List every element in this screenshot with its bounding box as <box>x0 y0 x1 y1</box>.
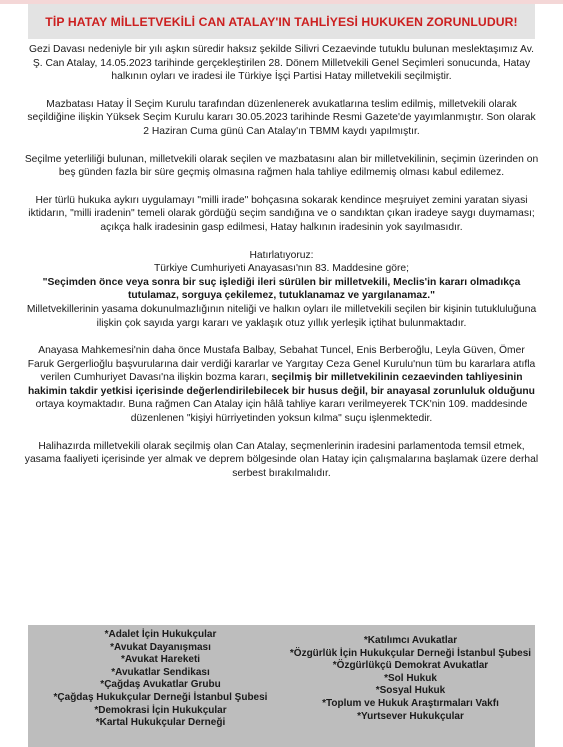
page-title: TİP HATAY MİLLETVEKİLİ CAN ATALAY'IN TAHLİYESİ HUKUKEN ZORUNLUDUR! <box>45 14 518 29</box>
reminder-block <box>24 249 539 331</box>
signatory: *Avukatlar Sendikası <box>111 666 210 678</box>
reminder-after: Milletvekillerinin yasama dokunulmazlığının niteliği ve halkın oyları ile milletvekili seçilen bir kişinin tutukluluğuna ilişkin çok sayıda yargı kararı ve yaklaşık otuz yıllık yerleşik içtihat bulunmaktadır. <box>26 303 537 329</box>
court-text-2: ortaya koymaktadır. Buna rağmen Can Atalay için hâlâ tahliye kararı verilmeyerek TCK'nin 109. maddesinde düzenlenen "kişiyi hürriyetinden yoksun kılma" suçu işlenmektedir. <box>35 399 528 425</box>
paragraph-2: Mazbatası Hatay İl Seçim Kurulu tarafından düzenlenerek avukatlarına teslim edilmiş, milletvekili olarak seçildiğine ilişkin Yüksek Seçim Kurulu kararı 30.05.2023 tarihinde Resmi Gazete'de yayımlanmıştır. Son olarak 2 Haziran Cuma günü Can Atalay'ın TBMM kaydı yapılmıştır. <box>27 98 536 137</box>
signatory: *Sosyal Hukuk <box>375 685 446 697</box>
signatory: *Toplum ve Hukuk Araştırmaları Vakfı <box>322 697 499 709</box>
signatory: *Adalet İçin Hukukçular <box>104 629 217 640</box>
signatories-left-column <box>28 629 293 730</box>
article-reference: Türkiye Cumhuriyeti Anayasası'nın 83. Maddesine göre; <box>154 263 409 275</box>
signatory: *Demokrasi İçin Hukukçular <box>94 704 227 716</box>
signatory: *Yurtsever Hukukçular <box>357 710 464 722</box>
signatory: *Katılımcı Avukatlar <box>363 635 458 646</box>
closing-paragraph: Halihazırda milletvekili olarak seçilmiş olan Can Atalay, seçmenlerinin iradesini parlamentoda temsil etmek, yasama faaliyeti içerisinde yer almak ve deprem bölgesinde olan Hatay için çalışmalarına başlamak üzere derhal serbest bırakılmalıdır. <box>24 440 539 479</box>
court-text-1: Anayasa Mahkemesi'nin daha önce Mustafa Balbay, Sebahat Tuncel, Enis Berberoğlu, Leyla Güven, Ömer Faruk Gergerlioğlu başvurularına dair verdiği kararlar ve Yargıtay Ceza Genel Kurulu'nun tüm bu kararlara atıfla verilen Cumhuriyet Davası'na ilişkin bozma kararı, <box>27 345 536 384</box>
signatory: *Özgürlükçü Demokrat Avukatlar <box>332 660 489 672</box>
title-banner <box>28 4 535 39</box>
signatory: *Avukat Dayanışması <box>110 641 211 653</box>
court-paragraph <box>24 344 539 426</box>
signatory: *Sol Hukuk <box>384 672 437 684</box>
signatory: *Kartal Hukukçular Derneği <box>95 717 226 729</box>
signatory: *Çağdaş Avukatlar Grubu <box>100 679 221 691</box>
court-text-bold: seçilmiş bir milletvekilinin cezaevinden tahliyesinin hakimin takdir yetkisi içerisinde değerlendirilebilecek bir husus değil, bir anayasal zorunluluk olduğunu <box>28 372 535 397</box>
paragraph-1: Gezi Davası nedeniyle bir yılı aşkın süredir haksız şekilde Silivri Cezaevinde tutuklu bulunan meslektaşımız Av. Ş. Can Atalay, 14.05.2023 tarihinde gerçekleştirilen 28. Dönem Milletvekili Genel Seçimleri sonucunda, Hatay halkının oyları ve iradesi ile Türkiye İşçi Partisi Hatay milletvekili seçilmiştir. <box>29 44 534 83</box>
signatories-panel <box>28 625 535 747</box>
constitution-quote: "Seçimden önce veya sonra bir suç işlediği ileri sürülen bir milletvekili, Meclis'in kararı olmadıkça tutulamaz, sorguya çekilemez, tutuklanamaz ve yargılanamaz." <box>42 276 521 302</box>
paragraph-4: Her türlü hukuka aykırı uygulamayı "milli irade" bohçasına sokarak kendince meşruiyet zemini yaratan siyasi iktidarın, "milli iradenin" temeli olarak gördüğü seçim sandığına ve o sandıktan çıkan iradeye saygı duymaması; açıkça halk iradesinin gasp edilmesi, Hatay halkının iradesinin yok sayılmasıdır. <box>28 194 535 233</box>
statement-body <box>24 43 539 494</box>
reminder-intro: Hatırlatıyoruz: <box>249 249 314 261</box>
signatories-right-column <box>286 635 535 723</box>
signatory: *Avukat Hareketi <box>120 654 201 666</box>
signatory: *Özgürlük İçin Hukukçular Derneği İstanbul Şubesi <box>289 647 532 659</box>
paragraph-3: Seçilme yeterliliği bulunan, milletvekili olarak seçilen ve mazbatasını alan bir milletvekilinin, seçimin üzerinden on beş günden fazla bir süre geçmiş olmasına rağmen hala tahliye edilmemiş olması kabul edilemez. <box>24 153 539 179</box>
signatory: *Çağdaş Hukukçular Derneği İstanbul Şubesi <box>53 691 268 703</box>
